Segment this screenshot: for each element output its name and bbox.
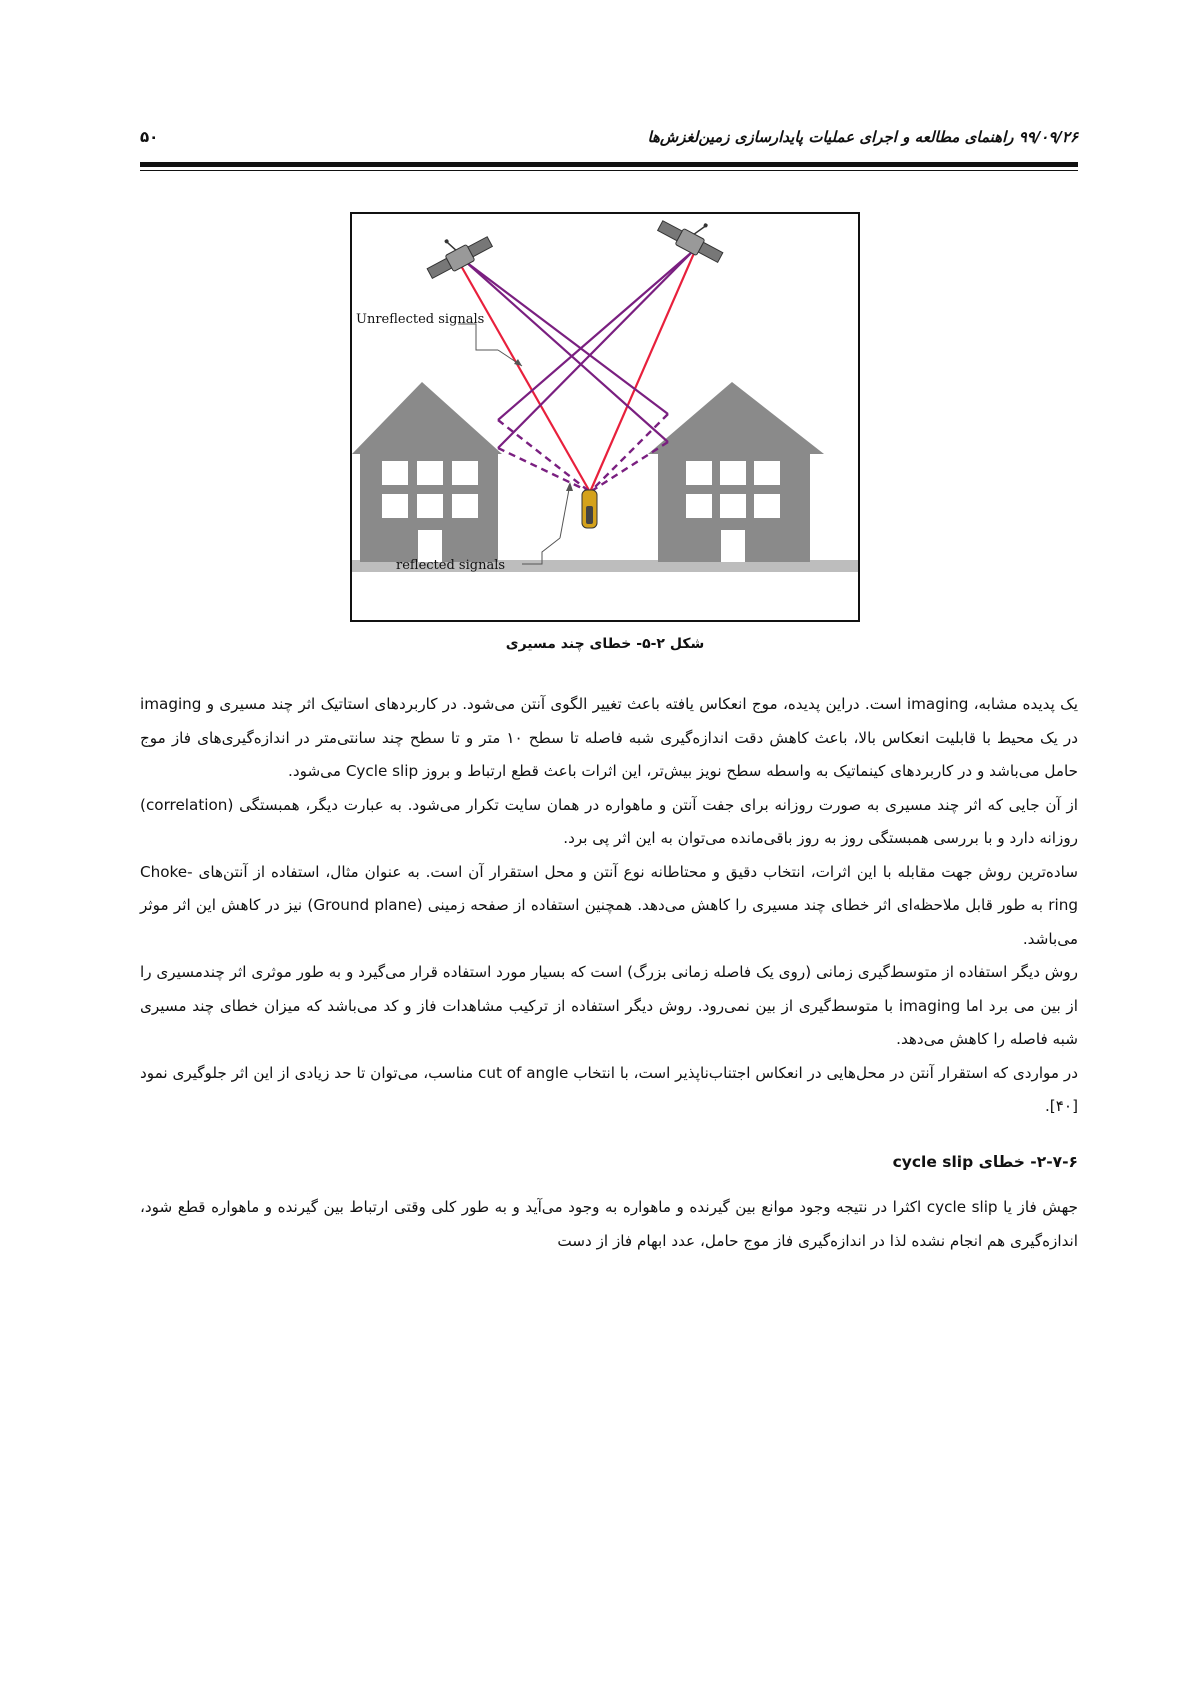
paragraph-1: یک پدیده مشابه، imaging است. دراین پدیده، موج انعکاس یافته باعث تغییر الگوی آنتن می‌شود. در کاربردهای استاتیک اثر چند مسیری و imaging در یک محیط با قابلیت انعکاس بالا، باعث کاهش دقت اندازه‌گیری شبه فاصله تا سطح ۱۰ متر و تا سطح چند سانتی‌متر در اندازه‌گیری‌های فاز موج حامل می‌باشد و در کاربردهای کینماتیک به واسطه سطح نویز بیش‌تر، این اثرات باعث قطع ارتباط و بروز Cycle slip می‌شود.	[140, 695, 1078, 780]
page-header	[140, 128, 1078, 158]
paragraph-4: روش دیگر استفاده از متوسط‌گیری زمانی (روی یک فاصله زمانی بزرگ) است که بسیار مورد استفاده قرار می‌گیرد و به طور موثری اثر چندمسیری را از بین می برد اما imaging با متوسط‌گیری از بین نمی‌رود. روش دیگر استفاده از ترکیب مشاهدات فاز و کد می‌باشد که میزان خطای چند مسیری شبه فاصله را کاهش می‌دهد.	[140, 963, 1078, 1048]
header-rule-thick	[140, 162, 1078, 167]
paragraph-5: در مواردی که استقرار آنتن در محل‌هایی در انعکاس اجتناب‌ناپذیر است، با انتخاب cut of angle مناسب، می‌توان تا حد زیادی از این اثر جلوگیری نمود [۴۰].	[140, 1063, 1078, 1115]
right-building	[648, 382, 824, 562]
label-reflected-signals: reflected signals	[396, 558, 506, 573]
paragraph-3: ساده‌ترین روش جهت مقابله با این اثرات، انتخاب دقیق و محتاطانه نوع آنتن و محل استقرار آن است. به عنوان مثال، استفاده از آنتن‌های Choke-ring به طور قابل ملاحظه‌ای اثر خطای چند مسیری را کاهش می‌دهد. همچنین استفاده از صفحه زمینی (Ground plane) نیز در کاهش این اثر موثر می‌باشد.	[140, 862, 1078, 948]
gps-receiver	[582, 490, 597, 528]
satellite-right	[656, 214, 732, 266]
paragraph-2: از آن جایی که اثر چند مسیری به صورت روزانه برای جفت آنتن و ماهواره در همان سایت تکرار می‌شود. به عبارت دیگر، همبستگی (correlation) روزانه دارد و با بررسی همبستگی روز به روز باقی‌مانده می‌توان به این اثر پی برد.	[140, 795, 1078, 847]
page-number: ۵۰	[140, 128, 159, 146]
satellite-left	[419, 222, 494, 282]
multipath-figure	[350, 212, 860, 622]
figure-caption: شکل ۲-۵- خطای چند مسیری	[505, 636, 705, 652]
label-unreflected-signals: Unreflected signals	[356, 312, 485, 327]
paragraph-6: جهش فاز یا cycle slip اکثرا در نتیجه وجود موانع بین گیرنده و ماهواره به وجود می‌آید و به طور کلی وقتی ارتباط بین گیرنده و ماهواره قطع شود، اندازه‌گیری هم انجام نشده لذا در اندازه‌گیری فاز موج حامل، عدد ابهام فاز از دست	[140, 1198, 1079, 1250]
section-heading: ۲-۷-۶- خطای cycle slip	[892, 1152, 1078, 1171]
reflected-signals	[466, 252, 692, 448]
header-rule-thin	[140, 170, 1078, 171]
arrow-head-reflected	[566, 482, 573, 491]
header-title: ۹۹/۰۹/۲۶ راهنمای مطالعه و اجرای عملیات پایدارسازی زمین‌لغزش‌ها	[647, 128, 1078, 146]
left-building	[352, 382, 502, 562]
body-text	[140, 688, 1078, 1258]
